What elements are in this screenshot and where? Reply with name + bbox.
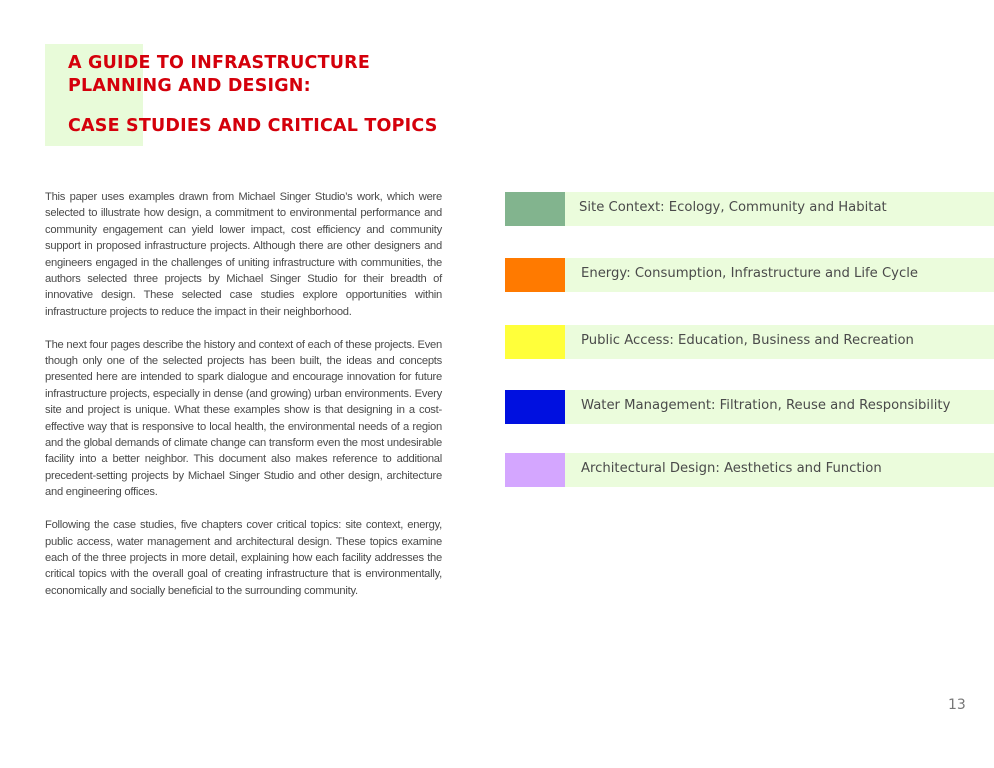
topic-public-access <box>505 325 994 359</box>
topic-label: Public Access: Education, Business and Recreation <box>581 333 914 348</box>
topic-label: Site Context: Ecology, Community and Habitat <box>579 200 887 215</box>
topic-label: Energy: Consumption, Infrastructure and Life Cycle <box>581 266 919 281</box>
paragraph-2: The next four pages describe the history and context of each of these projects. Even though only one of the selected projects has been built, the ideas and concepts presented here are intended to spark dialogue and encourage innovation for future infrastructure projects, especially in dense (and growing) urban environments. Every site and project is unique. What these examples show is that designing in a cost-effective way that is responsive to local health, the environmental needs of a region and the global demands of climate change can transform even the most undesirable facility into a better neighbor. This document also makes reference to additional precedent-setting projects by Michael Singer Studio and other design, architecture and engineering offices. <box>45 338 442 499</box>
topic-color-swatch <box>505 390 565 424</box>
page-subtitle: CASE STUDIES AND CRITICAL TOPICS <box>68 116 438 136</box>
page-number: 13 <box>948 697 966 713</box>
topic-label: Architectural Design: Aesthetics and Function <box>581 461 882 476</box>
topic-site-context <box>505 192 994 226</box>
topic-architectural-design <box>505 453 994 487</box>
topic-label: Water Management: Filtration, Reuse and Responsibility <box>581 398 951 413</box>
topic-color-swatch <box>505 453 565 487</box>
topic-energy <box>505 258 994 292</box>
body-text <box>45 189 442 616</box>
title-line-1: A GUIDE TO INFRASTRUCTURE <box>68 53 370 73</box>
page-title <box>68 52 370 98</box>
topic-color-swatch <box>505 325 565 359</box>
topic-color-swatch <box>505 192 565 226</box>
topic-water-management <box>505 390 994 424</box>
title-line-2: PLANNING AND DESIGN: <box>68 76 311 96</box>
paragraph-1: This paper uses examples drawn from Michael Singer Studio’s work, which were selected to illustrate how design, a commitment to environmental performance and community engagement can yield lower impact, cost efficiency and community support in proposed infrastructure projects. Although there are other designers and engineers engaged in the challenges of uniting infrastructure with communities, the authors selected three projects by Michael Singer Studio for their breadth of innovative design. These selected case studies explore opportunities within infrastructure projects to reduce the impact in their neighborhood. <box>45 191 442 318</box>
paragraph-3: Following the case studies, five chapters cover critical topics: site context, energy, public access, water management and architectural design. These topics examine each of the three projects in more detail, explaining how each facility addresses the critical topics with the overall goal of creating infrastructure that is environmentally, economically and socially beneficial to the surrounding community. <box>45 519 442 597</box>
topic-color-swatch <box>505 258 565 292</box>
